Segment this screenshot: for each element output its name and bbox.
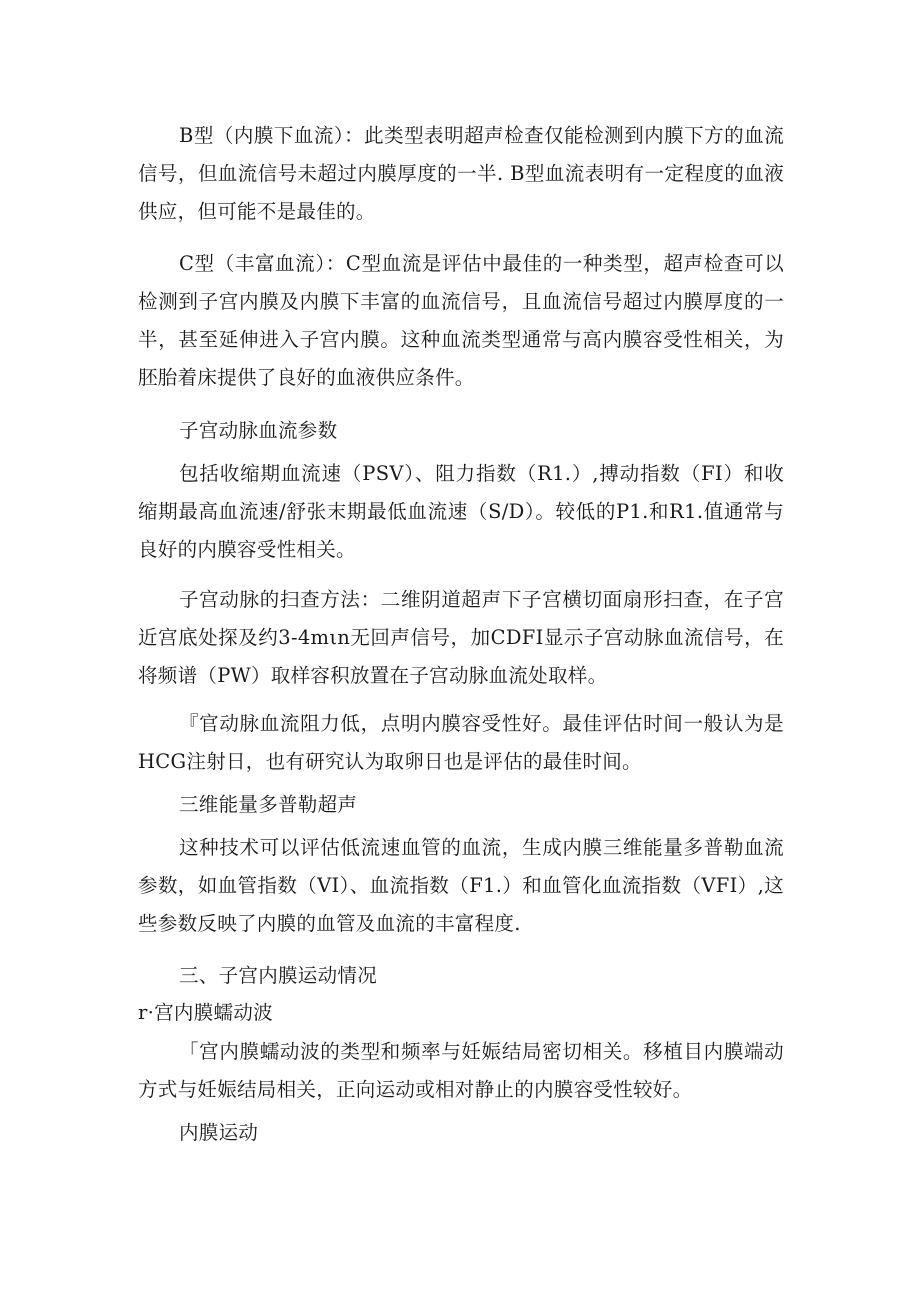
- paragraph-c-type-flow: C型（丰富血流）：C型血流是评估中最佳的一种类型，超声检查可以检测到子宫内膜及内膜下丰富的血流信号，且血流信号超过内膜厚度的一半，甚至延伸进入子宫内膜。这种血流类型通常与高内膜容受性相关，为胚胎着床提供了良好的血液供应条件。: [138, 252, 784, 389]
- paragraph-3d-power-doppler: 这种技术可以评估低流速血管的血流，生成内膜三维能量多普勒血流参数，如血管指数（VI）、血流指数（F1.）和血管化血流指数（VFI）,这些参数反映了内膜的血管及血流的丰富程度.: [138, 836, 784, 935]
- paragraph-resistance: 『官动脉血流阻力低，点明内膜容受性好。最佳评估时间一般认为是HCG注射日，也有研究认为取卵日也是评估的最佳时间。: [138, 712, 784, 773]
- heading-3d-power-doppler: 三维能量多普勒超声: [179, 793, 358, 816]
- heading-endometrial-motion: 内膜运动: [179, 1121, 259, 1144]
- paragraph-uterine-artery-params: 包括收缩期血流速（PSV）、阻力指数（R1.）,搏动指数（FI）和收缩期最高血流速/舒张末期最低血流速（S/D）。较低的P1.和R1.值通常与良好的内膜容受性相关。: [138, 462, 784, 561]
- paragraph-peristaltic-wave: 「宫内膜蠕动波的类型和频率与妊娠结局密切相关。移植目内膜端动方式与妊娠结局相关，正向运动或相对静止的内膜容受性较好。: [138, 1040, 784, 1101]
- paragraph-scan-method: 子宫动脉的扫查方法：二维阴道超声下子宫横切面扇形扫查，在子宫近宫底处探及约3-4mιn无回声信号，加CDFI显示子宫动脉血流信号，在将频谱（PW）取样容积放置在子宫动脉血流处取样。: [138, 588, 784, 687]
- heading-uterine-artery-params: 子宫动脉血流参数: [179, 419, 338, 442]
- heading-peristaltic-wave: r·宫内膜蠕动波: [138, 1001, 273, 1024]
- heading-section-3-endometrial-motion: 三、子宫内膜运动情况: [179, 964, 378, 987]
- paragraph-b-type-flow: B型（内膜下血流）：此类型表明超声检查仅能检测到内膜下方的血流信号，但血流信号未超过内膜厚度的一半. B型血流表明有一定程度的血液供应，但可能不是最佳的。: [138, 124, 784, 223]
